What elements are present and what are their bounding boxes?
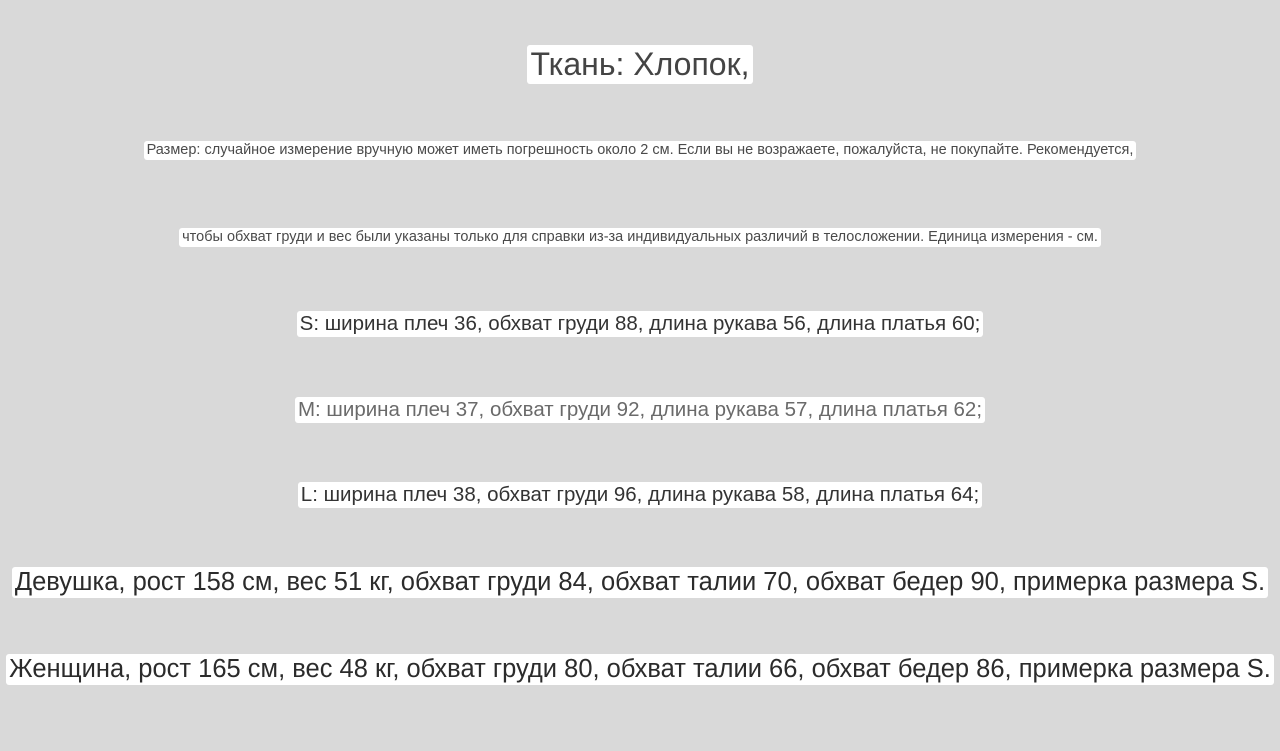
model-info-woman <box>0 654 1280 685</box>
model-info-girl-text: Девушка, рост 158 см, вес 51 кг, обхват груди 84, обхват талии 70, обхват бедер 90, примерка размера S. <box>12 567 1268 598</box>
size-note-line-1 <box>0 141 1280 160</box>
size-m-text: M: ширина плеч 37, обхват груди 92, длина рукава 57, длина платья 62; <box>295 397 985 423</box>
size-note-line-2 <box>0 228 1280 247</box>
size-l-text: L: ширина плеч 38, обхват груди 96, длина рукава 58, длина платья 64; <box>298 482 982 508</box>
size-note-text-2: чтобы обхват груди и вес были указаны только для справки из-за индивидуальных различий в телосложении. Единица измерения - см. <box>179 228 1101 247</box>
size-s-text: S: ширина плеч 36, обхват груди 88, длина рукава 56, длина платья 60; <box>297 311 984 337</box>
size-l-row <box>0 482 1280 508</box>
size-m-row <box>0 397 1280 423</box>
model-info-girl <box>0 567 1280 598</box>
size-s-row <box>0 311 1280 337</box>
fabric-title <box>0 45 1280 84</box>
size-note-text-1: Размер: случайное измерение вручную может иметь погрешность около 2 см. Если вы не возражаете, пожалуйста, не покупайте. Рекомендуется, <box>144 141 1137 160</box>
model-info-woman-text: Женщина, рост 165 см, вес 48 кг, обхват груди 80, обхват талии 66, обхват бедер 86, примерка размера S. <box>6 654 1274 685</box>
fabric-title-text: Ткань: Хлопок, <box>527 45 754 84</box>
